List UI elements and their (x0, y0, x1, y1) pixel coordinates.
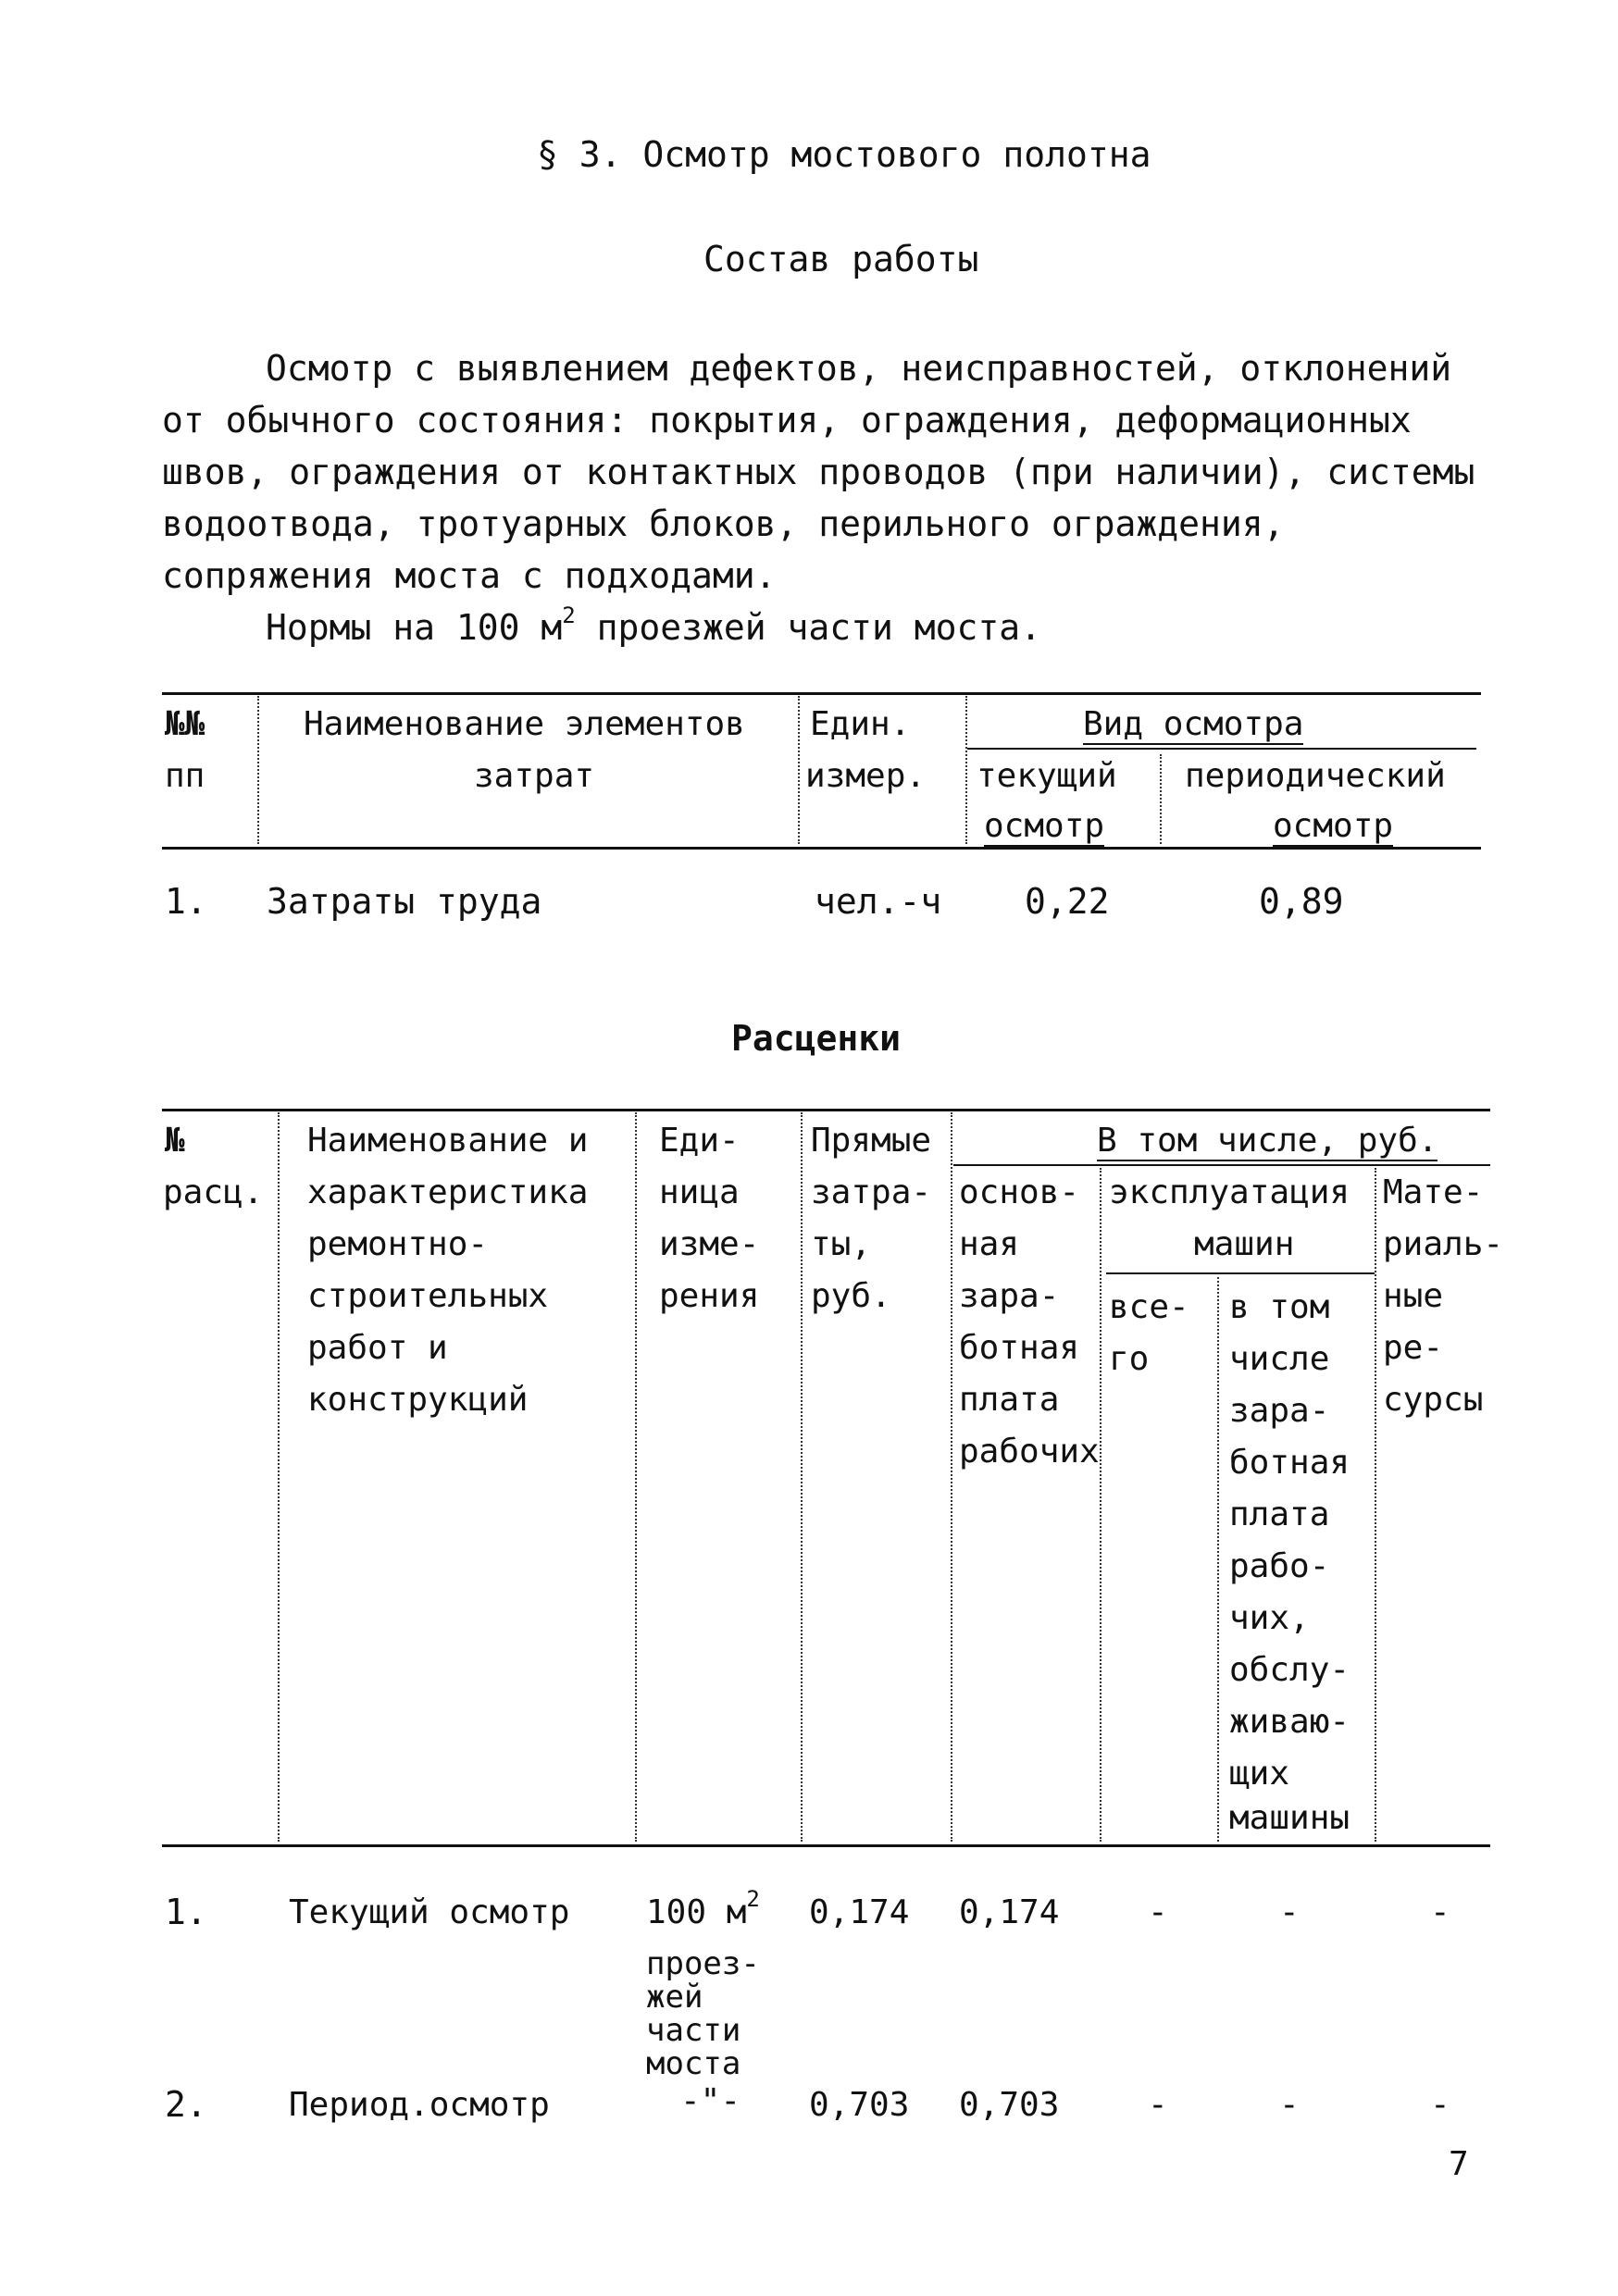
t2-h-mwages-0: в том (1229, 1288, 1330, 1326)
t2-h-mwages-7: обслу- (1229, 1651, 1350, 1689)
t1-h-name2: затрат (474, 757, 595, 795)
t1-h-unit1: Един. (810, 705, 911, 743)
t1-row-periodic: 0,89 (1259, 881, 1344, 922)
t2-r2-mtotal: - (1148, 2086, 1168, 2124)
norms-line (162, 602, 1476, 653)
t1-h-num2: пп (165, 757, 205, 795)
t2-sep-5 (1100, 1168, 1101, 1842)
t2-h-unit-0: Еди- (659, 1122, 740, 1160)
t2-h-unit-1: ница (659, 1173, 740, 1211)
t2-r1-unit-main: 100 м (646, 1893, 747, 1931)
t2-r2-direct: 0,703 (809, 2086, 910, 2124)
t2-h-name-1: характеристика (307, 1173, 589, 1211)
t2-r2-num: 2. (165, 2084, 207, 2125)
t1-h-current2: осмотр (984, 807, 1105, 845)
t2-sep-3 (801, 1112, 803, 1842)
t1-kind-rule (967, 748, 1476, 750)
section-title: § 3. Осмотр мостового полотна (537, 134, 1151, 175)
t2-h-direct-2: ты, (811, 1225, 872, 1263)
t1-h-periodic2: осмотр (1273, 807, 1394, 845)
t2-h-direct-1: затра- (811, 1173, 932, 1211)
t2-h-mwages-6: чих, (1229, 1599, 1310, 1637)
t2-h-materials-4: сурсы (1383, 1381, 1484, 1419)
t1-bottom-rule (162, 847, 1481, 850)
t2-r1-wages: 0,174 (959, 1893, 1060, 1931)
t2-including-rule (953, 1164, 1490, 1166)
t2-h-mwages-8: живаю- (1229, 1703, 1350, 1741)
t1-row-unit: чел.-ч (815, 881, 942, 922)
t2-h-wages-2: зара- (959, 1277, 1060, 1315)
t2-machines-rule (1106, 1272, 1375, 1274)
t2-h-mtotal-0: все- (1109, 1288, 1189, 1326)
t2-r1-direct: 0,174 (809, 1893, 910, 1931)
t2-h-unit-3: рения (659, 1277, 760, 1315)
t2-sep-7 (1375, 1168, 1376, 1842)
t2-r1-unit-sup: 2 (746, 1886, 760, 1912)
t2-h-machines-1: машин (1194, 1225, 1295, 1263)
t2-h-wages-0: основ- (959, 1173, 1080, 1211)
t2-h-name-0: Наименование и (307, 1122, 589, 1160)
composition-text: Осмотр с выявлением дефектов, неисправностей, отклонений от обычного состояния: покрытия, ограждения, деформационных швов, ограждения от контактных проводов (при наличии), системы водоотвода, тротуарных блоков, перильного ограждения, сопряжения моста с подходами. (162, 348, 1475, 596)
t2-h-wages-4: плата (959, 1381, 1060, 1419)
t1-row-current: 0,22 (1025, 881, 1110, 922)
t1-sep-3 (965, 696, 967, 844)
t2-h-mtotal-1: го (1109, 1340, 1150, 1378)
norms-suffix: проезжей части моста. (575, 607, 1042, 648)
t1-row-name: Затраты труда (267, 881, 542, 922)
t1-row-num: 1. (165, 881, 207, 922)
t2-r1-unit-extra-0: проез- (646, 1945, 760, 1982)
t2-r1-mtotal: - (1148, 1893, 1168, 1931)
composition-paragraph (162, 342, 1476, 653)
t2-h-name-2: ремонтно- (307, 1225, 489, 1263)
t2-h-direct-3: руб. (811, 1277, 891, 1315)
rates-heading: Расценки (731, 1018, 902, 1059)
page-number: 7 (1449, 2145, 1469, 2183)
t2-h-name-4: работ и (307, 1329, 448, 1367)
t2-r1-unit-extra-2: части (646, 2012, 741, 2049)
t2-r2-materials: - (1430, 2086, 1450, 2124)
t2-r1-unit-extra-3: моста (646, 2045, 741, 2082)
t1-h-name1: Наименование элементов (304, 705, 745, 743)
t1-h-current1: текущий (977, 757, 1117, 795)
t2-sep-4 (951, 1112, 952, 1842)
t2-h-mwages-4: плата (1229, 1496, 1330, 1533)
composition-heading: Состав работы (703, 239, 979, 279)
norms-sup: 2 (562, 602, 576, 628)
t2-h-mwages-10: машины (1229, 1799, 1350, 1837)
t1-h-num1: №№ (165, 705, 205, 743)
t2-r2-wages: 0,703 (959, 2086, 1060, 2124)
t2-r1-unit-extra-1: жей (646, 1979, 703, 2016)
t2-r2-unit: -"- (680, 2082, 741, 2120)
t1-h-kind: Вид осмотра (1083, 705, 1304, 743)
t2-r1-num: 1. (165, 1892, 207, 1932)
t2-h-num2: расц. (163, 1173, 264, 1211)
t2-h-num1: № (165, 1122, 185, 1160)
t1-sep-2 (798, 696, 800, 844)
t2-r1-name: Текущий осмотр (289, 1893, 570, 1931)
t2-h-mwages-2: зара- (1229, 1392, 1330, 1430)
t1-h-periodic1: периодический (1185, 757, 1446, 795)
t2-h-mwages-3: ботная (1229, 1444, 1350, 1482)
norms-prefix: Нормы на 100 м (266, 607, 563, 648)
t2-r2-name: Период.осмотр (289, 2086, 550, 2124)
t2-h-machines-0: эксплуатация (1109, 1173, 1350, 1211)
t2-h-materials-0: Мате- (1383, 1173, 1484, 1211)
t2-r1-materials: - (1430, 1893, 1450, 1931)
t2-r1-unit (646, 1886, 760, 1931)
t1-h-unit2: измер. (805, 757, 927, 795)
t2-h-materials-1: риаль- (1383, 1225, 1504, 1263)
t2-h-name-5: конструкций (307, 1381, 529, 1419)
t2-h-wages-1: ная (959, 1225, 1020, 1263)
t2-sep-1 (278, 1112, 280, 1842)
t2-h-mwages-9: щих (1229, 1755, 1290, 1793)
t2-h-including: В том числе, руб. (1097, 1122, 1438, 1160)
t2-sep-2 (635, 1112, 637, 1842)
t2-h-materials-2: ные (1383, 1277, 1444, 1315)
t2-h-name-3: строительных (307, 1277, 549, 1315)
t2-r2-mwages: - (1279, 2086, 1300, 2124)
t1-sep-4 (1160, 754, 1162, 844)
t2-sep-6 (1217, 1277, 1219, 1842)
t2-h-unit-2: изме- (659, 1225, 760, 1263)
t2-h-wages-3: ботная (959, 1329, 1080, 1367)
t2-h-mwages-5: рабо- (1229, 1547, 1330, 1585)
t2-bottom-rule (162, 1844, 1490, 1847)
t2-h-mwages-1: числе (1229, 1340, 1330, 1378)
t2-r1-mwages: - (1279, 1893, 1300, 1931)
t1-sep-1 (257, 696, 259, 844)
t2-h-wages-5: рабочих (959, 1433, 1100, 1471)
t2-top-rule (162, 1109, 1490, 1111)
t1-top-rule (162, 692, 1481, 695)
t2-h-direct-0: Прямые (811, 1122, 932, 1160)
t2-h-materials-3: ре- (1383, 1329, 1444, 1367)
